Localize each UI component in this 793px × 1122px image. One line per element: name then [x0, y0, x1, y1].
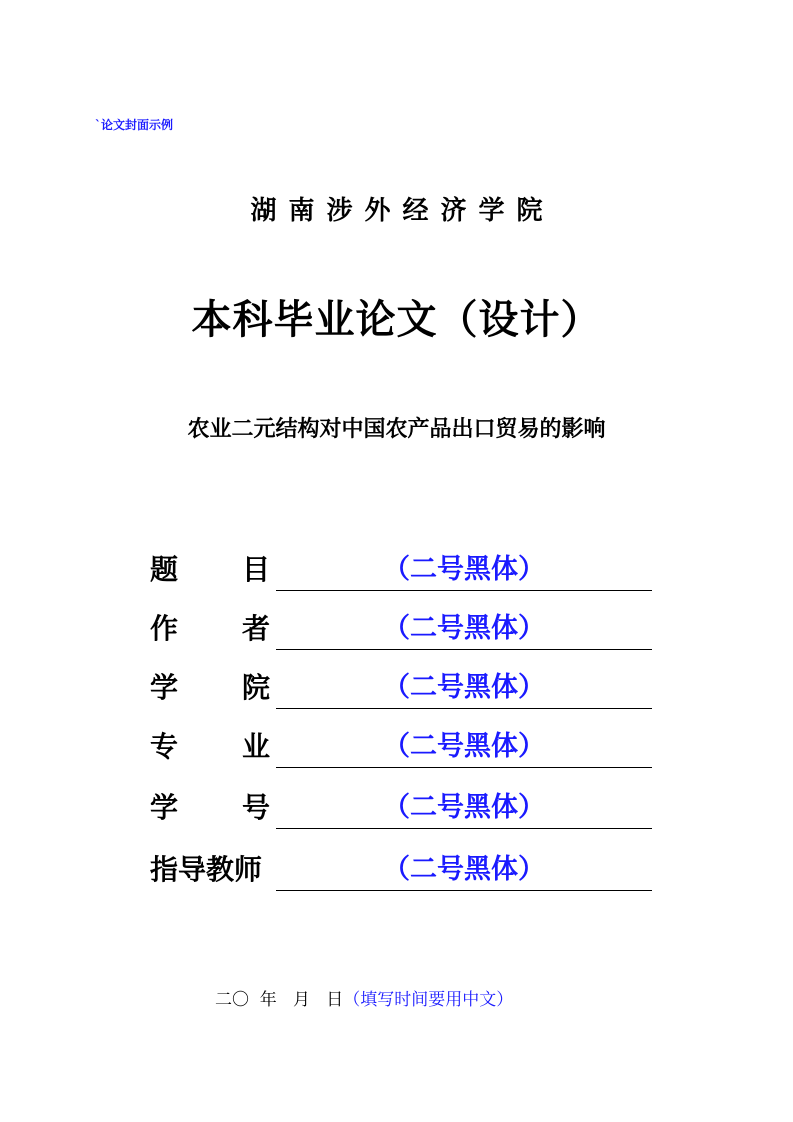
field-row-title	[150, 550, 652, 590]
thesis-type-heading: 本科毕业论文（设计）	[191, 297, 602, 343]
field-underline	[276, 590, 652, 591]
field-label-char: 题	[150, 553, 179, 586]
school-name: 湖南涉外经济学院	[250, 196, 555, 226]
field-label	[150, 788, 270, 828]
field-label	[150, 668, 270, 708]
field-value[interactable]: （二号黑体）	[383, 613, 545, 644]
field-value[interactable]: （二号黑体）	[383, 792, 545, 823]
field-row-college	[150, 668, 652, 708]
field-row-student-id	[150, 788, 652, 828]
field-label-char: 专	[150, 730, 179, 763]
field-underline	[276, 708, 652, 709]
field-label-char: 作	[150, 612, 179, 645]
date-hint: （填写时间要用中文）	[343, 990, 514, 1010]
date-line	[215, 985, 513, 1010]
field-label-char: 号	[241, 791, 270, 824]
field-label-char: 者	[241, 612, 270, 645]
field-label	[150, 850, 270, 890]
date-text: 二〇 年 月 日	[215, 990, 344, 1010]
field-label-char: 学	[150, 791, 179, 824]
field-label-text: 指导教师	[150, 853, 263, 886]
field-value[interactable]: （二号黑体）	[383, 731, 545, 762]
field-underline	[276, 767, 652, 768]
field-label-char: 目	[241, 553, 270, 586]
field-label	[150, 609, 270, 649]
cover-example-note: `论文封面示例	[95, 118, 174, 132]
field-value[interactable]: （二号黑体）	[383, 854, 545, 885]
field-underline	[276, 890, 652, 891]
thesis-title: 农业二元结构对中国农产品出口贸易的影响	[187, 417, 606, 442]
field-label-char: 院	[241, 671, 270, 704]
field-underline	[276, 649, 652, 650]
field-row-major	[150, 727, 652, 767]
field-value[interactable]: （二号黑体）	[383, 554, 545, 585]
field-label	[150, 550, 270, 590]
field-row-advisor	[150, 850, 652, 890]
field-row-author	[150, 609, 652, 649]
field-label-char: 业	[241, 730, 270, 763]
field-label-char: 学	[150, 671, 179, 704]
field-underline	[276, 828, 652, 829]
field-value[interactable]: （二号黑体）	[383, 672, 545, 703]
field-label	[150, 727, 270, 767]
